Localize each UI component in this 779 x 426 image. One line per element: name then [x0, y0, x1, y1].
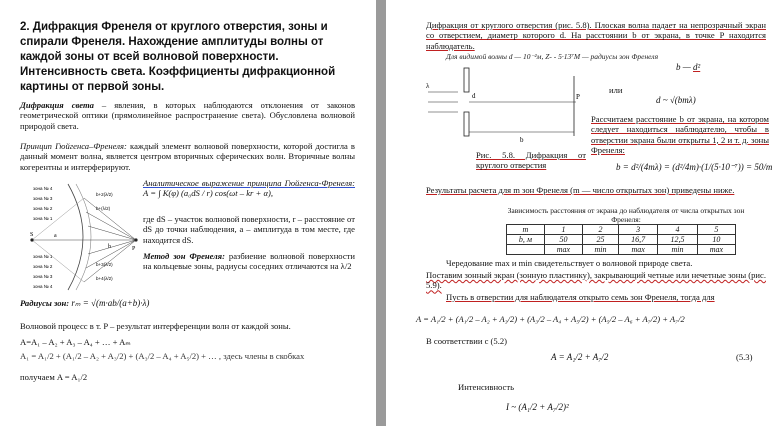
zone-label: зона № 3: [33, 196, 53, 201]
zone-label: зона № 3: [33, 274, 53, 279]
small-condition: Для видимой волны d — 10⁻²м, Z- - 5·13⁷М — радиусы зон Френеля: [446, 52, 659, 61]
table-cell: 12,5: [658, 235, 697, 245]
radii-line: [20, 298, 220, 308]
result-line: получаем A = A₁/2: [20, 372, 88, 382]
distance-label: b+(λ/2): [96, 206, 111, 211]
fig-letter-p: P: [132, 246, 136, 252]
intro-paragraph: [426, 20, 766, 51]
principle-paragraph: [20, 141, 355, 172]
where-text: где dS – участок волновой поверхности, r – расстояние от dS до точки наблюдения, a – амплитуда в том месте, где находится dS.: [143, 214, 355, 245]
equation-5-3: A = A₁/2 + A₇/2: [551, 352, 609, 362]
consider-text: Рассчитаем расстояние b от экрана, на котором следует находиться наблюдателю, чтобы в отверстии экрана были открыты 1, 2 и т. д. зоны Френеля:: [591, 114, 769, 156]
formula-b-top: b — d²: [676, 62, 701, 72]
distance-label: b+3(λ/2): [96, 262, 113, 267]
figure-caption-text: Рис. 5.8. Дифракция от круглого отверстия: [476, 150, 586, 171]
ili-word: или: [609, 85, 623, 95]
table-cell: min: [583, 245, 619, 255]
analytic-heading: [143, 178, 355, 199]
radii-formula: rₘ = √(m·ab/(a+b)·λ): [71, 298, 150, 308]
table-row: [507, 225, 736, 235]
table-cell: 50: [544, 235, 582, 245]
intensity-label: Интенсивность: [458, 382, 515, 392]
definition-term: Дифракция света: [20, 100, 94, 110]
table-cell: max: [619, 245, 658, 255]
results-paragraph: [426, 185, 766, 195]
zones-table: [506, 224, 736, 255]
table-cell: max: [697, 245, 735, 255]
distance-label: b+4(λ/2): [96, 276, 113, 281]
table-cell: 5: [697, 225, 735, 235]
zone-label: зона № 2: [33, 264, 53, 269]
zone-label: зона № 1: [33, 254, 53, 259]
zone-label: зона № 1: [33, 216, 53, 221]
analytic-heading-text: Аналитическое выражение принципа Гюйгенса-Френеля:: [143, 178, 355, 188]
seven-zones-paragraph: [446, 292, 766, 302]
equation-number: (5.3): [736, 352, 753, 362]
table-row: [507, 235, 736, 245]
principle-text: каждый элемент волновой поверхности, которой достигла в данный момент волна, является центром вторичных сферических волн. Вторичные волны когерентны и интерферируют.: [20, 141, 355, 172]
table-cell: max: [544, 245, 582, 255]
circular-aperture-figure: [424, 66, 584, 146]
results-text: Результаты расчета для m зон Френеля (m — число открытых зон) приведены ниже.: [426, 185, 735, 195]
distance-label: b+2(λ/2): [96, 192, 113, 197]
table-cell: 4: [658, 225, 697, 235]
zone-label: зона № 4: [33, 186, 53, 191]
fig-b: b: [520, 136, 524, 144]
table-caption: Зависимость расстояния от экрана до наблюдателя от числа открытых зон Френеля:: [507, 206, 745, 224]
section-title: 2. Дифракция Френеля от круглого отверстия, зоны и спирали Френеля. Нахождение амплитуды волны от каждой зоны от всей волновой поверхности. Интенсивность света. Коэффициенты дифракционной картины от первой зоны.: [20, 21, 336, 93]
method-paragraph: [143, 251, 355, 272]
method-term: Метод зон Френеля:: [143, 251, 225, 261]
principle-term: Принцип Гюйгенса–Френеля:: [20, 141, 127, 151]
intro-text: Дифракция от круглого отверстия (рис. 5.8). Плоская волна падает на непрозрачный экран со отверстием, диаметр которого d. На расстоянии b от экрана, в точке P находится наблюдатель.: [426, 20, 766, 51]
table-cell: min: [658, 245, 697, 255]
zone-label: зона № 2: [33, 206, 53, 211]
fig-p: P: [576, 93, 580, 101]
accordance-text: В соответствии с (5.2): [426, 336, 508, 346]
table-cell: [507, 245, 545, 255]
sum-formula: A=A₁ – A₂ + A₃ – A₄ + … + Aₘ: [20, 337, 131, 347]
table-cell: m: [507, 225, 545, 235]
intensity-formula: I ~ (A₁/2 + A₇/2)²: [506, 402, 569, 412]
seven-zones-text: Пусть в отверстии для наблюдателя открыто семь зон Френеля, тогда для: [446, 292, 715, 302]
table-cell: b, м: [507, 235, 545, 245]
table-cell: 2: [583, 225, 619, 235]
definition-paragraph: [20, 100, 355, 131]
formula-d-sqrt: d ~ √(bmλ): [656, 95, 696, 105]
process-text: Волновой процесс в т. P – результат интерференции волн от каждой зоны.: [20, 321, 291, 331]
definition-text: – явления, в которых наблюдаются отклонения от законов геометрической оптики (прямолинейное распространение света). Обусловлена волновой природой света.: [20, 100, 355, 131]
fig-letter-a: a: [54, 233, 57, 239]
right-page: [386, 0, 779, 426]
table-cell: 25: [583, 235, 619, 245]
fig-letter-s: S: [30, 232, 34, 238]
zone-plate-paragraph: [426, 270, 766, 291]
figure-caption: [476, 150, 586, 171]
fresnel-zones-figure: [28, 178, 140, 296]
analytic-formula: A = ∫ K(φ) (a₀dS / r) cos(ωt – kr + α),: [143, 188, 273, 199]
radii-label: Радиусы зон:: [20, 298, 70, 308]
garbled-formula-line: A₁ = A₁/2 + (A₁/2 – A₂ + A₃/2) + (A₃/2 – A₄ + A₅/2) + … , здесь члены в скобках: [20, 351, 305, 361]
consider-paragraph: [591, 114, 769, 156]
left-page: [0, 0, 376, 426]
fig-d: d: [472, 92, 476, 100]
table-cell: 3: [619, 225, 658, 235]
table-row: [507, 245, 736, 255]
table-cell: 1: [544, 225, 582, 235]
fig-lambda: λ: [426, 82, 430, 90]
table-cell: 10: [697, 235, 735, 245]
method-text: разбиение волновой поверхности на кольцевые зоны, радиусы соседних отличаются на λ/2: [143, 251, 355, 272]
fig-letter-b: b: [108, 244, 111, 250]
zone-label: зона № 4: [33, 284, 53, 289]
table-cell: 16,7: [619, 235, 658, 245]
long-formula: A = A₁/2 + (A₁/2 – A₂ + A₃/2) + (A₃/2 – A₄ + A₅/2) + (A₅/2 – A₆ + A₇/2) + A₇/2: [416, 314, 685, 324]
zone-plate-text: Поставим зонный экран (зонную пластинку), закрывающий четные или нечетные зоны (рис. 5.9).: [426, 270, 766, 291]
formula-b-calc: b = d²/(4mλ) = (d²/4m)·(1/(5·10⁻⁷)) = 50/m: [616, 162, 773, 172]
alternation-text: Чередование max и min свидетельствует о волновой природе света.: [446, 258, 693, 268]
